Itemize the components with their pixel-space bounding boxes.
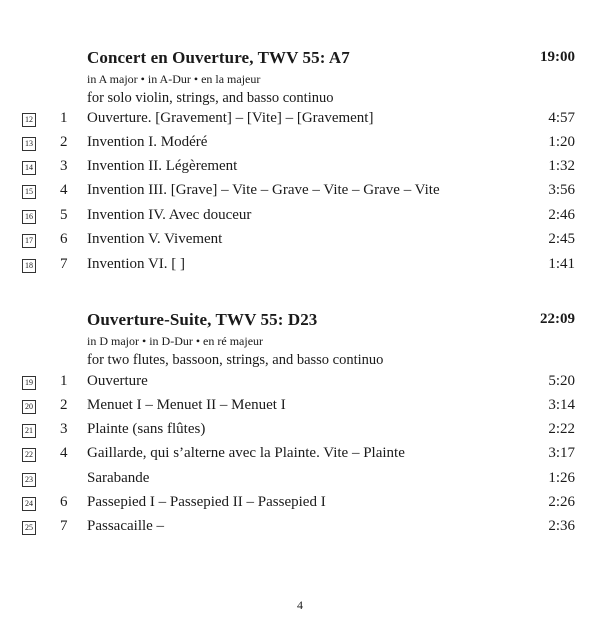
movement-number: 2 [60,134,68,150]
track-row [0,397,600,419]
movement-title: Ouverture. [Gravement] – [Vite] – [Gravement] [87,110,374,126]
track-number-box: 15 [22,185,36,199]
movement-duration: 5:20 [548,373,575,389]
work-title: Concert en Ouverture, TWV 55: A7 [87,48,350,67]
movement-title: Sarabande [87,470,150,486]
movement-title: Invention IV. Avec douceur [87,207,252,223]
track-number-box: 14 [22,161,36,175]
movement-duration: 4:57 [548,110,575,126]
track-number-box: 23 [22,473,36,487]
movement-duration: 3:14 [548,397,575,413]
movement-number: 3 [60,421,68,437]
track-number-box: 17 [22,234,36,248]
work-duration: 19:00 [540,49,575,65]
track-row [0,134,600,156]
movement-number: 6 [60,494,68,510]
track-number-box: 18 [22,259,36,273]
track-row [0,373,600,395]
work-scoring: for solo violin, strings, and basso continuo [87,90,334,106]
movement-title: Invention I. Modéré [87,134,208,150]
track-row [0,207,600,229]
track-number-box: 13 [22,137,36,151]
movement-title: Invention III. [Grave] – Vite – Grave – Vite – Grave – Vite [87,182,440,198]
track-number-box: 21 [22,424,36,438]
movement-title: Menuet I – Menuet II – Menuet I [87,397,286,413]
track-row [0,256,600,278]
track-row [0,494,600,516]
track-number-box: 24 [22,497,36,511]
movement-duration: 2:46 [548,207,575,223]
work-keys: in D major • in D-Dur • en ré majeur [87,334,264,348]
movement-number: 1 [60,110,68,126]
movement-number: 2 [60,397,68,413]
movement-number: 4 [60,445,68,461]
movement-number: 5 [60,207,68,223]
movement-title: Passacaille – [87,518,165,534]
track-row [0,182,600,204]
track-number-box: 22 [22,448,36,462]
track-number-box: 19 [22,376,36,390]
movement-number: 1 [60,373,68,389]
movement-duration: 3:17 [548,445,575,461]
movement-number: 6 [60,231,68,247]
movement-title: Plainte (sans flûtes) [87,421,206,437]
movement-number: 7 [60,256,68,272]
movement-duration: 1:32 [548,158,575,174]
track-row [0,470,600,492]
movement-duration: 1:26 [548,470,575,486]
movement-title: Invention II. Légèrement [87,158,238,174]
track-number-box: 16 [22,210,36,224]
work-title: Ouverture-Suite, TWV 55: D23 [87,310,318,329]
movement-title: Gaillarde, qui s’alterne avec la Plainte. Vite – Plainte [87,445,405,461]
movement-number: 3 [60,158,68,174]
work-duration: 22:09 [540,311,575,327]
track-row [0,421,600,443]
track-row [0,518,600,540]
track-row [0,445,600,467]
track-row [0,110,600,132]
movement-duration: 2:26 [548,494,575,510]
movement-duration: 3:56 [548,182,575,198]
movement-title: Ouverture [87,373,148,389]
movement-title: Invention V. Vivement [87,231,223,247]
page-number: 4 [297,598,303,612]
movement-number: 7 [60,518,68,534]
work-scoring: for two flutes, bassoon, strings, and basso continuo [87,352,384,368]
track-row [0,231,600,253]
movement-number: 4 [60,182,68,198]
movement-duration: 2:36 [548,518,575,534]
track-number-box: 25 [22,521,36,535]
movement-title: Passepied I – Passepied II – Passepied I [87,494,326,510]
track-row [0,158,600,180]
movement-title: Invention VI. [ ] [87,256,186,272]
track-number-box: 20 [22,400,36,414]
movement-duration: 2:45 [548,231,575,247]
work-keys: in A major • in A-Dur • en la majeur [87,72,261,86]
track-number-box: 12 [22,113,36,127]
movement-duration: 1:41 [548,256,575,272]
movement-duration: 2:22 [548,421,575,437]
movement-duration: 1:20 [548,134,575,150]
